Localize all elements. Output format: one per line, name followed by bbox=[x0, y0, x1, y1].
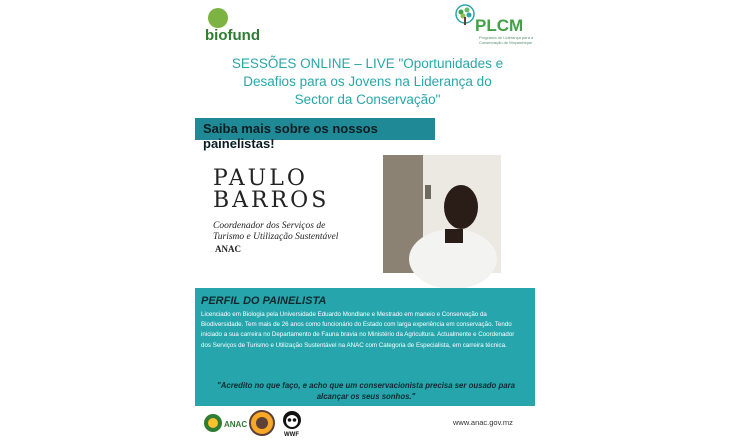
tree-icon bbox=[453, 4, 477, 28]
panelists-banner bbox=[195, 118, 435, 151]
speaker-photo bbox=[383, 155, 501, 273]
speaker-role: Coordenador dos Serviços de Turismo e Utilização Sustentável bbox=[213, 221, 339, 242]
speaker-first-name: PAULO bbox=[213, 166, 308, 191]
profile-title: PERFIL DO PAINELISTA bbox=[201, 295, 327, 307]
plcm-logo-text: PLCM bbox=[475, 16, 524, 35]
wwf-panda-logo bbox=[281, 410, 303, 438]
banner-text: Saiba mais sobre os nossos painelistas! bbox=[203, 121, 378, 151]
profile-panel bbox=[195, 288, 535, 406]
poster bbox=[195, 0, 540, 440]
wwf-logo-text: WWF bbox=[284, 432, 299, 438]
speaker-quote: "Acredito no que faço, e acho que um conservacionista precisa ser ousado para alcançar os seus sonhos." bbox=[217, 381, 515, 401]
anac-logo bbox=[203, 412, 248, 434]
speaker-last-name: BARROS bbox=[213, 188, 330, 213]
biofund-logo-text: biofund bbox=[205, 27, 260, 44]
speaker-portrait-image bbox=[383, 155, 501, 273]
plcm-logo bbox=[453, 4, 533, 52]
biofund-leaf-icon bbox=[208, 8, 228, 28]
session-headline: SESSÕES ONLINE – LIVE "Oportunidades e Desafios para os Jovens na Liderança do Sector da Conservação" bbox=[231, 56, 504, 107]
profile-body: Licenciado em Biologia pela Universidade Eduardo Mondlane e Mestrado em maneio e Conservação da Biodiversidade. Tem mais de 26 anos como funcionário do Estado com larga experiência em conservação. Tendo iniciado a sua carreira no Departamento de Fauna bravia no Ministério da Agricultura. Actualmente e Coordenador dos Serviços de Turismo e Utilização Sustentável na ANAC com Categoria de Especialista, em carreira técnica. bbox=[201, 311, 515, 349]
speaker-organization: ANAC bbox=[215, 244, 241, 254]
seal-logo bbox=[249, 410, 275, 436]
website-url: www.anac.gov.mz bbox=[453, 418, 513, 427]
speaker-name bbox=[213, 168, 329, 212]
plcm-tagline: Programa de Liderança para a Conservação de Moçambique bbox=[479, 35, 534, 45]
anac-logo-text: ANAC bbox=[224, 420, 248, 429]
biofund-logo bbox=[205, 6, 275, 42]
